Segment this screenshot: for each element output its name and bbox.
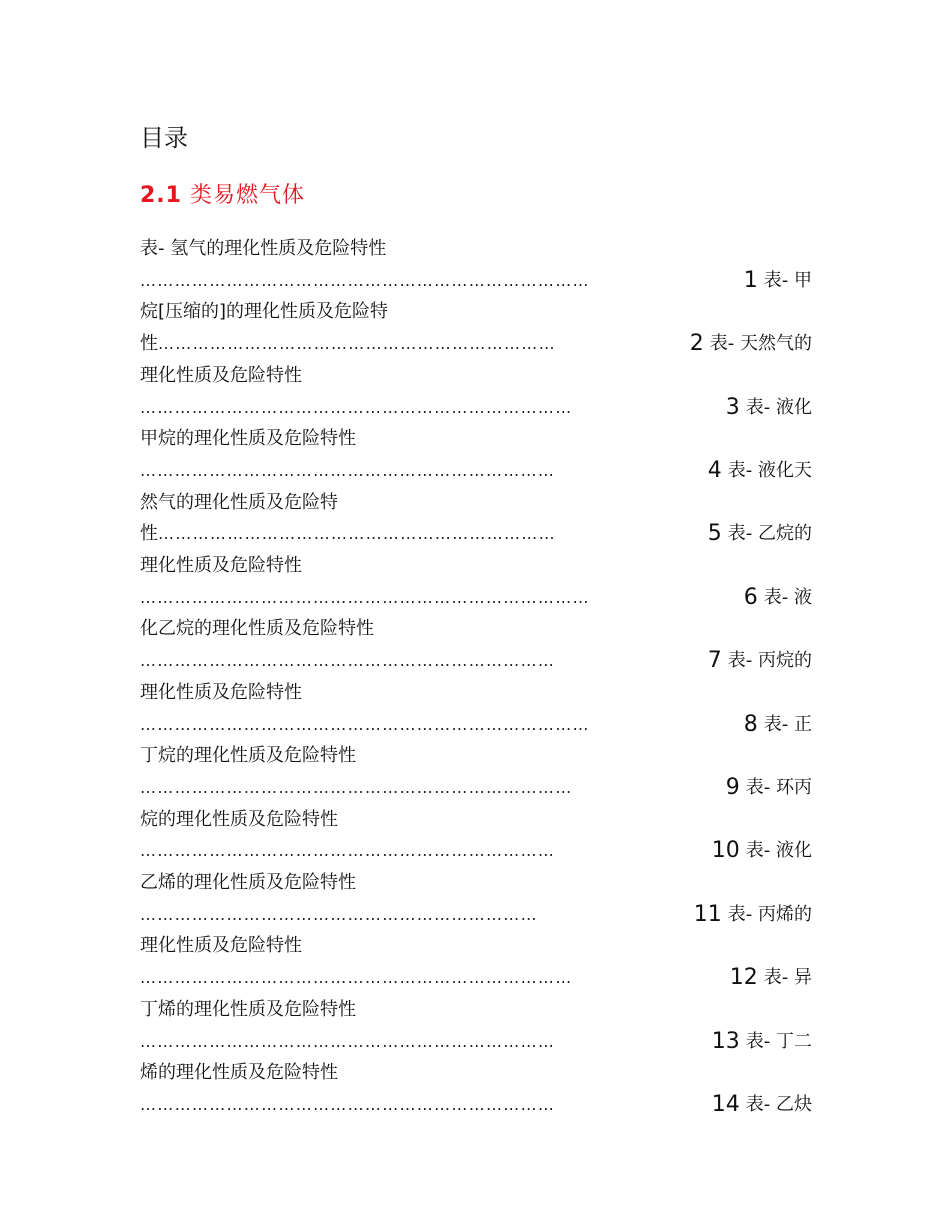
toc-text-line: 表- 氢气的理化性质及危险特性 xyxy=(140,238,387,259)
toc-page-number: 14 xyxy=(711,1091,740,1117)
toc-entry-continuation: 表- 丁二 xyxy=(745,1030,812,1052)
section-number: 2.1 xyxy=(140,183,182,208)
toc-text-line: 理化性质及危险特性 xyxy=(140,935,302,957)
toc-text-line: 然气的理化性质及危险特 xyxy=(140,491,338,513)
toc-entry[interactable] xyxy=(140,963,812,993)
section-heading xyxy=(140,180,305,212)
toc-leader-dots: ……………………………………………………………… xyxy=(140,841,556,861)
toc-entry[interactable] xyxy=(140,710,812,740)
toc-page xyxy=(140,0,812,1230)
toc-entry[interactable] xyxy=(140,646,812,676)
toc-page-number: 13 xyxy=(711,1028,740,1054)
toc-entry-continuation: 表- 液化天 xyxy=(727,459,812,481)
toc-entry-continuation: 表- 液化 xyxy=(745,840,812,862)
toc-entry[interactable] xyxy=(140,519,812,549)
toc-leader-dots: …………………………………………………………… xyxy=(158,524,556,544)
toc-page-number: 4 xyxy=(707,457,722,483)
toc-text-line: 烯的理化性质及危险特性 xyxy=(140,1062,338,1084)
toc-page-number: 9 xyxy=(725,774,740,800)
toc-page-number: 1 xyxy=(743,267,758,293)
toc-entry[interactable] xyxy=(140,393,812,423)
toc-entry-continuation: 表- 天然气的 xyxy=(709,333,812,355)
toc-page-number: 10 xyxy=(711,838,740,864)
toc-entry-continuation: 表- 异 xyxy=(763,967,812,989)
toc-entry[interactable] xyxy=(140,773,812,803)
toc-leader-dots: …………………………………………………………… xyxy=(158,334,556,354)
toc-leader-dots: ……………………………………………………………… xyxy=(140,460,556,480)
toc-text-line: 理化性质及危险特性 xyxy=(140,681,302,703)
toc-text-line: 理化性质及危险特性 xyxy=(140,364,302,386)
toc-page-number: 3 xyxy=(725,394,740,420)
toc-entry-continuation: 表- 液化 xyxy=(745,396,812,418)
toc-page-number: 11 xyxy=(693,901,722,927)
toc-entry-continuation: 表- 乙炔 xyxy=(745,1093,812,1115)
section-title: 类易燃气体 xyxy=(189,183,305,208)
toc-text-line: 丁烷的理化性质及危险特性 xyxy=(140,745,356,767)
toc-entry-continuation: 表- 丙烷的 xyxy=(727,650,812,672)
toc-text-line: 甲烷的理化性质及危险特性 xyxy=(140,428,356,450)
toc-page-number: 6 xyxy=(743,584,758,610)
toc-leader-dots: ………………………………………………………………… xyxy=(140,968,573,988)
toc-entry[interactable] xyxy=(140,329,812,359)
toc-entry-continuation: 表- 正 xyxy=(763,713,812,735)
toc-entry-continuation: 表- 环丙 xyxy=(745,776,812,798)
toc-entry-continuation: 表- 液 xyxy=(763,586,812,608)
toc-entry-continuation: 表- 丙烯的 xyxy=(727,903,812,925)
toc-entry[interactable] xyxy=(140,836,812,866)
toc-entry-continuation: 表- 甲 xyxy=(763,269,812,291)
toc-text-line: 丁烯的理化性质及危险特性 xyxy=(140,998,356,1020)
toc-text-line: 乙烯的理化性质及危险特性 xyxy=(140,872,356,893)
toc-page-number: 7 xyxy=(707,648,722,674)
toc-leader-dots: ………………………………………………………………… xyxy=(140,397,573,417)
toc-text-line: 烷的理化性质及危险特性 xyxy=(140,808,338,830)
toc-entry[interactable] xyxy=(140,266,812,296)
toc-leader-dots: …………………………………………………………………… xyxy=(140,714,590,734)
toc-text-line: 烷[压缩的]的理化性质及危险特 xyxy=(140,301,389,323)
toc-entry-continuation: 表- 乙烷的 xyxy=(727,523,812,545)
toc-leader-dots: …………………………………………………………………… xyxy=(140,587,590,607)
toc-entry[interactable] xyxy=(140,583,812,613)
toc-text-line: 理化性质及危险特性 xyxy=(140,555,302,576)
toc-leader-dots: ……………………………………………………………… xyxy=(140,1031,556,1051)
toc-page-number: 8 xyxy=(743,711,758,737)
toc-entry[interactable] xyxy=(140,900,812,930)
toc-entry[interactable] xyxy=(140,456,812,486)
toc-page-number: 2 xyxy=(689,331,704,357)
toc-leader-dots: …………………………………………………………………… xyxy=(140,270,590,290)
toc-entry[interactable] xyxy=(140,1027,812,1057)
toc-leader-dots: …………………………………………………………… xyxy=(140,904,538,924)
toc-entry-lead: 性 xyxy=(140,523,158,545)
toc-leader-dots: ……………………………………………………………… xyxy=(140,1094,556,1114)
toc-page-number: 12 xyxy=(729,965,758,991)
toc-entry[interactable] xyxy=(140,1090,812,1120)
toc-text-line: 化乙烷的理化性质及危险特性 xyxy=(140,618,374,640)
document-title: 目录 xyxy=(140,124,188,152)
toc-leader-dots: ……………………………………………………………… xyxy=(140,651,556,671)
toc-leader-dots: ………………………………………………………………… xyxy=(140,777,573,797)
toc-page-number: 5 xyxy=(707,521,722,547)
toc-entry-lead: 性 xyxy=(140,333,158,355)
